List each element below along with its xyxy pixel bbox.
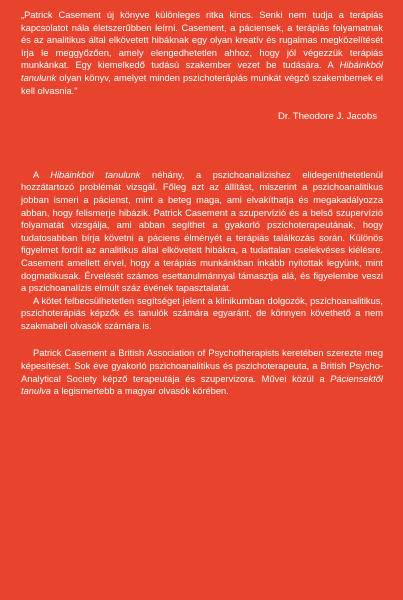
- description-text: néhány, a pszichoanalízishez elidegeníthetetlenül hozzátartozó problémát vizsgál. Főleg azt az állítást, miszerint a pszichoanalitikus jobban ismeri a pácienst, mint a beteg maga, ami elvakíthatja és megakadályozza abban, hogy felismerje hibázik. Patrick Casement a szupervízió és a belső szupervízió folyamatát vizsgálja, ami abban segíthet a gyakorló pszichoterapeutának, hogy tudatosabban bírja követni a páciens élményét a terápiás találkozás során. Különös figyelmet fordít az analitikus által elkövetett hibákra, a tudattalan cselekvéses kiélésre. Casement amellett érvel, hogy a terápiás munkánkban inkább nyitottak legyünk, mint dogmatikusak. Érvelését számos esettanulmánnyal támasztja alá, és figyelembe veszi a pszichoanalízis elmúlt száz évének tapasztalatát.: [21, 169, 383, 294]
- quote-attribution: Dr. Theodore J. Jacobs: [277, 111, 377, 123]
- description-book-title: Hibáinkból tanulunk: [50, 169, 141, 180]
- author-bio-text: [21, 347, 383, 397]
- quote-text-part2: olyan könyv, amelyet minden pszichoterápiás munkát végző szakembernek el kell olvasnia.": [21, 72, 383, 96]
- description-paragraph-1: [21, 169, 383, 295]
- author-bio: [21, 347, 383, 397]
- quote-text: [21, 9, 383, 97]
- quote-book-title: Hibáinkból tanulunk: [21, 60, 383, 83]
- description-prefix: A: [33, 169, 51, 180]
- bio-text-part1: Patrick Casement a British Association of Psychotherapists keretében szerezte meg képesítését. Sok éve gyakorló pszichoanalitikus és pszichoterapeuta, a British Psycho-Analytical Society képző terapeutája és szupervizora. Művei közül a: [21, 348, 383, 384]
- bio-text-part2: a legismertebb a magyar olvasók körében.: [50, 386, 229, 397]
- description-paragraph-2: A kötet felbecsülhetetlen segítséget jelent a klinikumban dolgozók, pszichoanalitikus, pszichoterápiás képzők és tanulók számára egyaránt, de könnyen követhető a nem szakmabeli olvasók számára is.: [21, 295, 383, 331]
- endorsement-quote: [21, 9, 383, 124]
- bio-book-title: Páciensektől tanulva: [21, 373, 383, 397]
- quote-text-part1: „Patrick Casement új könyve különleges ritka kincs. Senki nem tudja a terápiás kapcsolatot nála életszerűbben leírni. Casement, a páciensek, a terápiás folyamatnak és az analitikus által elkövetett hibáknak egy olyan kreatív és rugalmas megközelítését írja le meggyőzően, amely elengedhetetlen ahhoz, hogy jól végezzük terápiás munkánkat. Egy kiemelkedő tudású szakember vezet be tudására. A: [21, 10, 383, 71]
- book-description: [21, 169, 383, 333]
